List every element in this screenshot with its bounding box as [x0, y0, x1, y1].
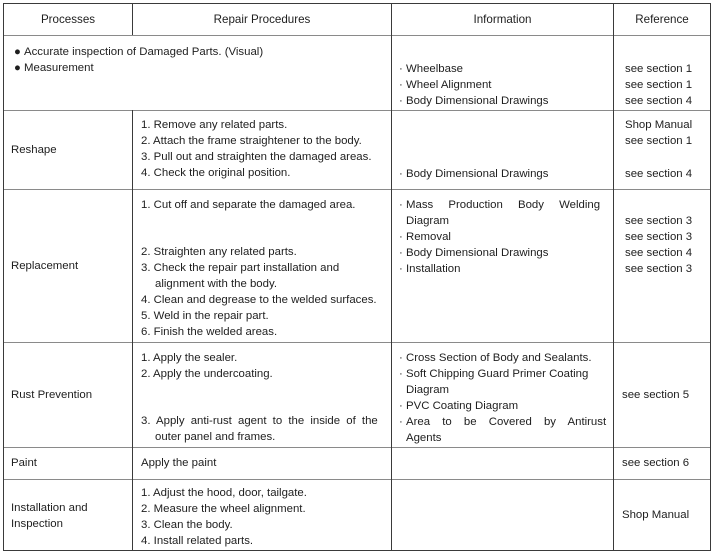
process-paint: Paint: [11, 457, 37, 469]
procedure-step: 1. Adjust the hood, door, tailgate.: [141, 487, 307, 499]
procedure-step: 1. Remove any related parts.: [141, 119, 288, 131]
reference-link: Shop Manual: [625, 119, 693, 131]
row-divider: [4, 35, 710, 36]
reference-link: see section 3: [625, 215, 693, 227]
header-repair-procedures: Repair Procedures: [213, 13, 311, 26]
procedure-step: 2. Measure the wheel alignment.: [141, 503, 306, 515]
procedure-step: 3. Check the repair part installation and: [141, 262, 340, 274]
repair-process-table: [3, 3, 711, 551]
reference-link: see section 1: [625, 63, 693, 75]
procedure-step: 3. Clean the body.: [141, 519, 233, 531]
column-divider: [391, 4, 392, 550]
reference-link: see section 4: [625, 95, 693, 107]
procedure-step: 4. Clean and degrease to the welded surfaces.: [141, 294, 377, 306]
column-divider: [132, 110, 133, 550]
reference-link: see section 3: [625, 231, 693, 243]
process-installation-inspection: [11, 479, 131, 552]
procedure-step: 3. Pull out and straighten the damaged areas.: [141, 151, 372, 163]
info-item: · Body Dimensional Drawings: [399, 95, 549, 107]
procedure-step-continued: outer panel and frames.: [155, 431, 276, 443]
info-item: · Body Dimensional Drawings: [399, 168, 549, 180]
inspection-bullet: ● Measurement: [14, 62, 94, 74]
info-item: · Mass Production Body Welding: [399, 199, 601, 211]
column-divider: [613, 4, 614, 550]
reference-link: see section 5: [622, 388, 690, 401]
info-item: · Removal: [399, 231, 451, 243]
procedure-step: 1. Apply the sealer.: [141, 352, 238, 364]
procedure-step: Apply the paint: [141, 457, 217, 469]
process-label-line: Installation and: [11, 501, 88, 514]
info-item: · Wheel Alignment: [399, 79, 492, 91]
process-label-line: Inspection: [11, 517, 63, 530]
reference-link: see section 1: [625, 135, 693, 147]
procedure-step: 2. Apply the undercoating.: [141, 368, 273, 380]
info-item: · Body Dimensional Drawings: [399, 247, 549, 259]
procedure-step: 1. Cut off and separate the damaged area.: [141, 199, 356, 211]
reference-link: see section 4: [625, 247, 693, 259]
process-replacement: Replacement: [11, 259, 79, 272]
procedure-step: 4. Install related parts.: [141, 535, 254, 547]
info-item: · Area to be Covered by Antirust: [399, 416, 607, 428]
info-item-continued: Agents: [406, 432, 442, 444]
info-item-continued: Diagram: [406, 215, 450, 227]
header-processes: Processes: [40, 13, 96, 26]
inspection-bullet: ● Accurate inspection of Damaged Parts. (Visual): [14, 46, 264, 58]
info-item: · PVC Coating Diagram: [399, 400, 519, 412]
procedure-step: 4. Check the original position.: [141, 167, 291, 179]
reference-link: see section 3: [625, 263, 693, 275]
procedure-step: 5. Weld in the repair part.: [141, 310, 269, 322]
procedure-step-continued: alignment with the body.: [155, 278, 277, 290]
info-item-continued: Diagram: [406, 384, 450, 396]
process-reshape: Reshape: [11, 143, 57, 156]
header-information: Information: [473, 13, 532, 26]
reference-link: see section 1: [625, 79, 693, 91]
info-item: · Installation: [399, 263, 461, 275]
reference-link: see section 4: [625, 168, 693, 180]
process-rust-prevention: Rust Prevention: [11, 388, 93, 401]
reference-link: see section 6: [622, 457, 690, 469]
procedure-step: 2. Straighten any related parts.: [141, 246, 297, 258]
procedure-step: 2. Attach the frame straightener to the body.: [141, 135, 362, 147]
procedure-step: 6. Finish the welded areas.: [141, 326, 278, 338]
info-item: · Soft Chipping Guard Primer Coating: [399, 368, 589, 380]
info-item: · Wheelbase: [399, 63, 463, 75]
info-item: · Cross Section of Body and Sealants.: [399, 352, 592, 364]
header-reference: Reference: [635, 13, 689, 26]
procedure-step: 3. Apply anti-rust agent to the inside of the: [141, 415, 378, 427]
reference-link: Shop Manual: [622, 509, 690, 521]
